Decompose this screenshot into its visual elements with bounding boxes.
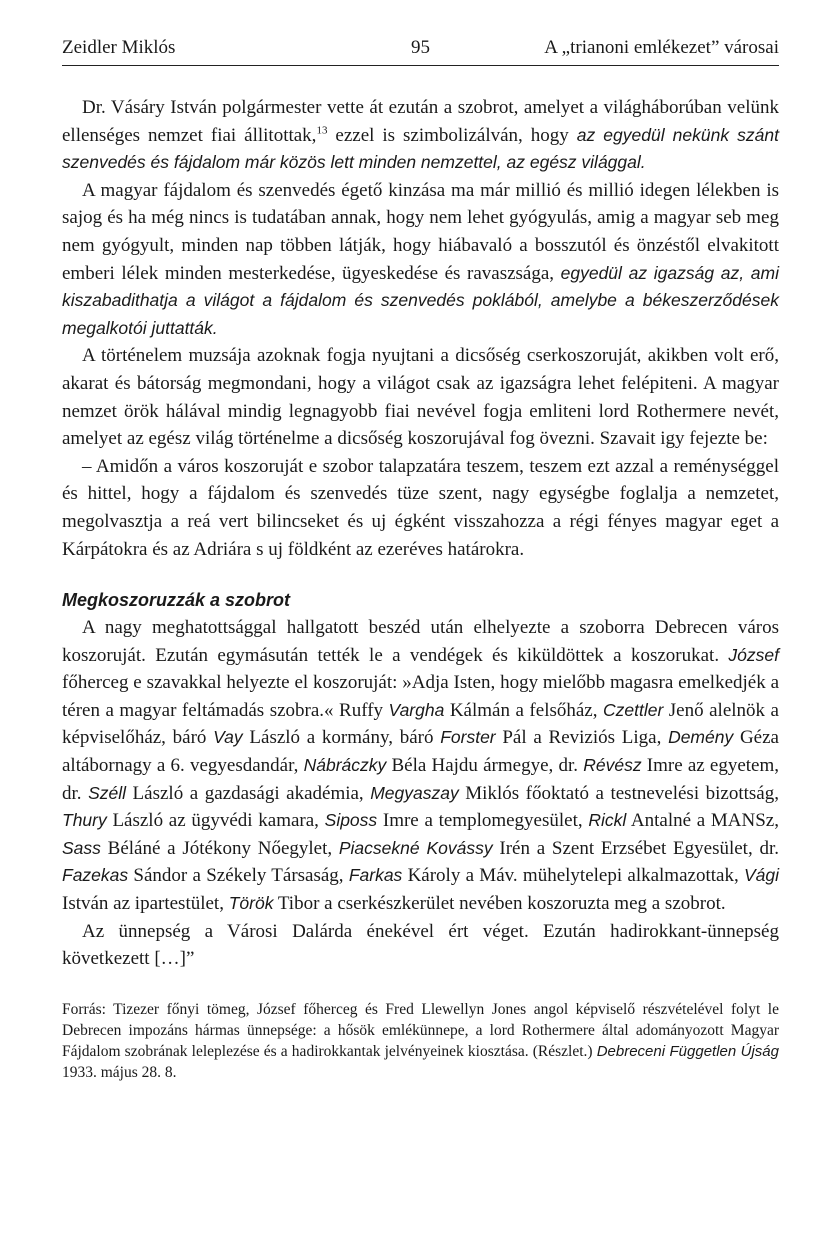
text-run: Miklós főoktató a testnevelési bizottság, — [458, 782, 779, 804]
italic-text: Fazekas — [62, 865, 129, 886]
text-run: Károly a Máv. mühelytelepi alkalmazottak, — [402, 865, 744, 887]
italic-text: Sass — [62, 837, 101, 858]
text-run: Az ünnepség a Városi Dalárda énekével ért véget. Ezután hadirokkant-ünnepség következett […]” — [62, 920, 779, 970]
paragraph — [62, 918, 779, 973]
section-paragraphs — [62, 614, 779, 973]
italic-text: Vay — [213, 727, 243, 748]
body-text — [62, 94, 779, 973]
text-run: főherceg e szavakkal helyezte el koszoruját: »Adja Isten, hogy mielőbb magasra emelkedjék a téren a magyar feltámadás szobra.« Ruffy — [62, 672, 779, 721]
italic-text: Nábráczky — [303, 755, 387, 776]
text-run: Imre az egyetem, dr. — [62, 755, 780, 804]
italic-text: Megyaszay — [370, 782, 459, 803]
italic-text: egyedül az igazság az, ami kiszabadithatja a világot a fájdalom és szenvedés poklából, amelybe a békeszerződések megalkotói juttatták. — [62, 262, 779, 338]
text-run: László a gazdasági akadémia, — [126, 782, 371, 804]
running-head — [62, 34, 779, 62]
text-run: László az ügyvédi kamara, — [106, 810, 325, 832]
italic-text: József — [728, 644, 779, 665]
text-run: ezzel is szimbolizálván, hogy — [327, 124, 577, 146]
intro-paragraphs — [62, 94, 779, 563]
italic-text: Révész — [583, 755, 642, 776]
italic-text: Török — [228, 893, 274, 914]
footnote-marker: 13 — [316, 124, 328, 137]
running-head-author: Zeidler Miklós — [62, 37, 176, 58]
text-run: Irén a Szent Erzsébet Egyesület, dr. — [492, 837, 779, 859]
page-number: 95 — [411, 37, 430, 58]
italic-text: Czettler — [602, 699, 664, 720]
paragraph — [62, 453, 779, 563]
italic-text: Forster — [440, 727, 496, 748]
paragraph — [62, 614, 779, 918]
text-run: Sándor a Székely Társaság, — [128, 865, 349, 887]
running-head-title: A „trianoni emlékezet” városai — [544, 37, 779, 58]
text-run: Antalné a MANSz, — [626, 810, 779, 832]
text-run: – Amidőn a város koszoruját e szobor talapzatára teszem, teszem ezt azzal a reménységgel és hittel, hogy a fájdalom és szenvedés tüze szent, nagy egységbe foglalja a nemzetet, megolvasztja a reá vert bilincseket és uj égként visszahozza a régi fényes magyar eget a Kárpátokra és az Adriára s uj földként az ezeréves határokra. — [62, 455, 779, 560]
section-title — [62, 587, 779, 614]
text-run: László a kormány, báró — [242, 727, 441, 749]
text-run: Jenő alelnök a képviselőház, báró — [62, 699, 779, 749]
section-title-text: Megkoszoruzzák a szobrot — [62, 590, 291, 611]
source-paragraph — [62, 999, 779, 1083]
italic-text: Demény — [668, 727, 734, 748]
italic-text: Debreceni Független Újság — [596, 1042, 779, 1060]
text-run: Tibor a cserkészkerület nevében koszoruzta meg a szobrot. — [273, 893, 726, 915]
paragraph — [62, 94, 779, 177]
source-note — [62, 999, 779, 1083]
text-run: Dr. Vásáry István polgármester vette át ezután a szobrot, amelyet a világháborúban velünk ellenséges nemzet fiai állitottak, — [62, 97, 779, 146]
italic-text: Széll — [88, 782, 127, 803]
text-run: Kálmán a felsőház, — [444, 699, 603, 721]
text-run: István az ipartestület, — [62, 893, 229, 915]
text-run: Forrás: Tizezer főnyi tömeg, József főherceg és Fred Llewellyn Jones angol képviselő részvételével folyt le Debrecen impozáns hármas ünnepsége: a hősök emlékünnepe, a lord Rothermere által adományozott Magyar Fájdalom szobrának leleplezése és a hadirokkantak jelvényeinek kiosztása. (Részlet.) — [62, 1000, 779, 1060]
italic-text: Siposs — [324, 810, 378, 831]
text-run: Pál a Reviziós Liga, — [495, 727, 669, 749]
text-run: A történelem muzsája azoknak fogja nyujtani a dicsőség cserkoszoruját, akikben volt erő, akarat és bátorság megmondani, hogy a világot csak az igazságra lehet felépiteni. A magyar nemzet örök hálával mindig legnagyobb fiai nevével fogja emliteni lord Rothermere nevét, amelyet az egész világ történelme a dicsőség koszorujával fog övezni. Szavait igy fejezte be: — [62, 345, 779, 450]
italic-text: Vargha — [388, 699, 445, 720]
italic-text: Thury — [62, 810, 107, 831]
italic-text: Piacsekné Kovássy — [338, 837, 493, 858]
text-run: Béláné a Jótékony Nőegylet, — [100, 837, 339, 859]
text-run: A magyar fájdalom és szenvedés égető kinzása ma már millió és millió idegen lélekben is sajog és ha még nincs is tudatában annak, hogy nem lehet gyógyulás, amig a magyar seb meg nem gyógyult, minden nap többen látják, hogy hiábavaló a bosszutól és önzéstől elvakitott emberi lélek minden mesterkedése, ügyeskedése és ravaszsága, — [62, 179, 779, 284]
text-run: Imre a templomegyesület, — [377, 810, 589, 832]
text-run: 1933. május 28. 8. — [62, 1063, 177, 1081]
header-rule — [62, 65, 779, 66]
paragraph — [62, 342, 779, 452]
text-run: A nagy meghatottsággal hallgatott beszéd után elhelyezte a szoborra Debrecen város koszoruját. Ezután egymásután tették le a vendégek és kiküldöttek a koszorukat. — [62, 617, 779, 666]
document-page — [62, 34, 779, 1083]
italic-text: Rickl — [588, 810, 627, 831]
paragraph — [62, 177, 779, 343]
italic-text: Farkas — [348, 865, 403, 886]
italic-text: Vági — [743, 865, 779, 886]
text-run: Béla Hajdu ármegye, dr. — [386, 755, 584, 777]
italic-text: az egyedül nekünk szánt szenvedés és fájdalom már közös lett minden nemzettel, az egész világgal. — [62, 124, 779, 173]
text-run: Géza altábornagy a 6. vegyesdandár, — [62, 727, 779, 777]
